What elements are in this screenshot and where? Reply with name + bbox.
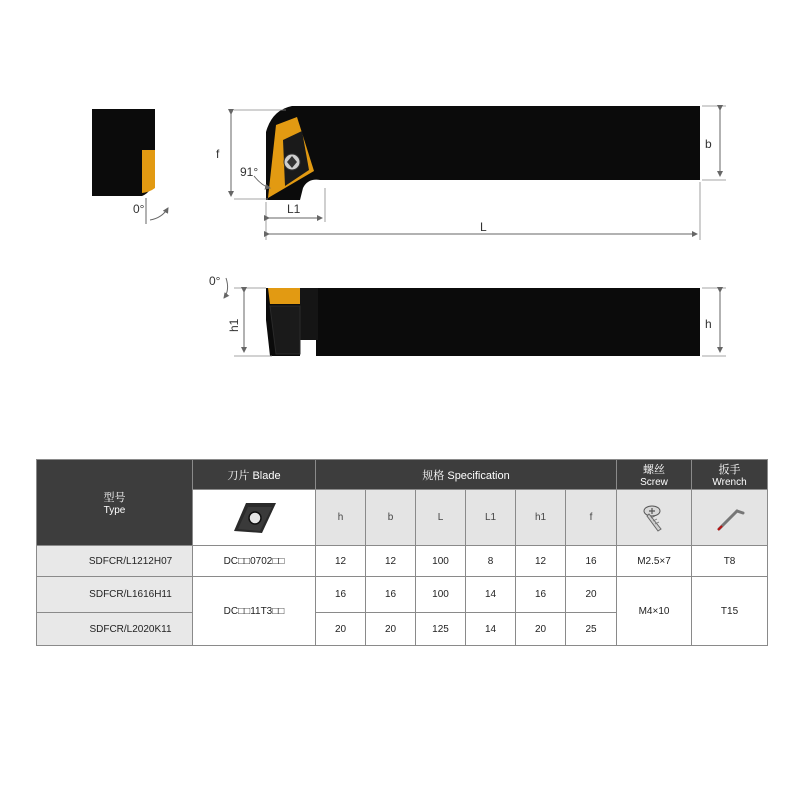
screw-image — [617, 490, 692, 546]
cell-L: 100 — [416, 546, 466, 577]
side-view-shoulder — [300, 288, 318, 340]
spec-col-b: b — [366, 490, 416, 546]
wrench-value: T15 — [692, 577, 768, 646]
cell-h: 20 — [316, 613, 366, 646]
end-view-angle-label: 0° — [133, 202, 145, 216]
cell-h1: 20 — [516, 613, 566, 646]
wrench-icon — [713, 501, 747, 535]
screw-icon — [639, 501, 669, 535]
screw-value: M4×10 — [617, 577, 692, 646]
wrench-header-cn: 扳手 — [718, 464, 741, 476]
side-view-angle-label: 0° — [209, 274, 221, 288]
cell-h1: 12 — [516, 546, 566, 577]
cell-L1: 14 — [466, 577, 516, 613]
type-header-cn: 型号 — [103, 492, 126, 504]
cell-L1: 14 — [466, 613, 516, 646]
cell-L: 125 — [416, 613, 466, 646]
screw-header — [617, 460, 692, 490]
type-header-en: Type — [103, 505, 126, 516]
screw-value: M2.5×7 — [617, 546, 692, 577]
side-view-body — [266, 288, 700, 356]
cell-b: 16 — [366, 577, 416, 613]
wrench-value: T8 — [692, 546, 768, 577]
end-view — [92, 109, 168, 224]
dim-L-label: L — [480, 220, 487, 234]
side-view — [209, 274, 726, 356]
cell-h: 12 — [316, 546, 366, 577]
table-row-type: SDFCR/L2020K11 — [37, 613, 193, 646]
blade-image — [193, 490, 316, 546]
blade-value: DC□□0702□□ — [193, 546, 316, 577]
spec-col-h: h — [316, 490, 366, 546]
top-view — [216, 106, 726, 240]
insert-blade-icon — [224, 495, 284, 541]
dim-h-label: h — [705, 317, 712, 331]
cell-f: 20 — [566, 577, 617, 613]
table-row-type: SDFCR/L1616H11 — [37, 577, 193, 613]
wrench-header-en: Wrench — [712, 477, 747, 488]
spec-col-L1: L1 — [466, 490, 516, 546]
cell-f: 25 — [566, 613, 617, 646]
cell-b: 12 — [366, 546, 416, 577]
spec-table — [36, 459, 768, 646]
spec-col-L: L — [416, 490, 466, 546]
approach-angle-label: 91° — [240, 165, 259, 179]
dim-f-label: f — [216, 147, 220, 161]
dim-L1-label: L1 — [287, 202, 301, 216]
end-view-insert — [142, 150, 155, 193]
wrench-image — [692, 490, 768, 546]
cell-L: 100 — [416, 577, 466, 613]
screw-header-en: Screw — [640, 477, 668, 488]
cell-h: 16 — [316, 577, 366, 613]
top-view-body — [266, 106, 700, 200]
side-view-insert — [268, 288, 300, 304]
spec-header: 规格 Specification — [316, 460, 617, 490]
spec-col-h1: h1 — [516, 490, 566, 546]
screw-header-cn: 螺丝 — [643, 464, 666, 476]
table-row-type: SDFCR/L1212H07 — [37, 546, 193, 577]
wrench-header — [692, 460, 768, 490]
cell-b: 20 — [366, 613, 416, 646]
blade-value: DC□□11T3□□ — [193, 577, 316, 646]
dim-b-label: b — [705, 137, 712, 151]
blade-header: 刀片 Blade — [193, 460, 316, 490]
type-header — [37, 460, 193, 546]
cell-L1: 8 — [466, 546, 516, 577]
cell-h1: 16 — [516, 577, 566, 613]
cell-f: 16 — [566, 546, 617, 577]
spec-col-f: f — [566, 490, 617, 546]
dim-h1-label: h1 — [227, 318, 241, 332]
